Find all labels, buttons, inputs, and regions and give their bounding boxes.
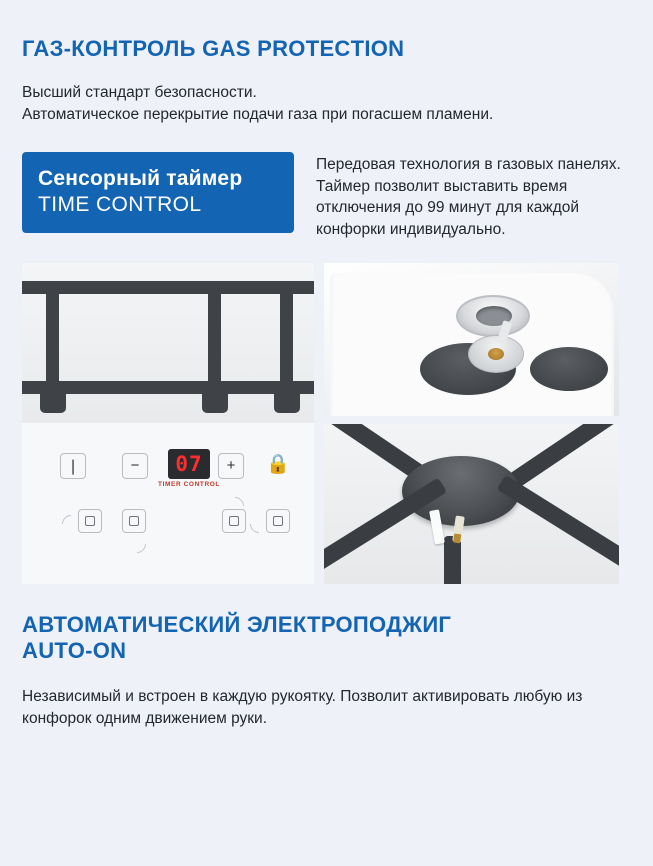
grate-foot-middle — [202, 391, 228, 413]
photo-burner-assembled — [324, 424, 619, 584]
grate-foot-left — [40, 391, 66, 413]
power-button[interactable]: ❘ — [60, 453, 86, 479]
grate-bar-horizontal-top — [22, 281, 314, 294]
burner-cap-right — [530, 347, 608, 391]
gas-control-line-1: Высший стандарт безопасности. — [22, 83, 257, 101]
photo-grid — [22, 263, 631, 584]
burner-parts-image — [324, 263, 619, 416]
burner-base — [468, 335, 524, 373]
lock-icon[interactable]: 🔒 — [266, 453, 290, 475]
timer-description: Передовая технология в газовых панелях. Таймер позволит выставить время отключения до 99 минут для каждой конфорки индивидуально. — [316, 155, 621, 239]
plus-button[interactable]: + — [218, 453, 244, 479]
minus-button[interactable]: − — [122, 453, 148, 479]
burner-select-button-1[interactable] — [78, 509, 102, 533]
timer-badge-line-1: Сенсорный таймер — [38, 166, 243, 190]
timer-section — [22, 152, 631, 241]
ignition-description: Независимый и встроен в каждую рукоятку. Позволит активировать любую из конфорок одним движением руки. — [22, 687, 583, 727]
touch-control-panel — [22, 423, 314, 584]
burner-crown — [456, 295, 530, 337]
grate-bar-vertical-right — [280, 281, 293, 403]
signal-wave-icon-2 — [124, 531, 149, 556]
ignition-title-line-1: АВТОМАТИЧЕСКИЙ ЭЛЕКТРОПОДЖИГ — [22, 611, 452, 637]
burner-assembled-image — [324, 424, 619, 584]
gas-control-line-2: Автоматическое перекрытие подачи газа при погасшем пламени. — [22, 105, 494, 123]
timer-badge-line-2: TIME CONTROL — [38, 192, 202, 216]
grate-arm-top-right — [507, 424, 619, 489]
grate-arm-bottom-left — [324, 477, 447, 571]
burner-select-button-3[interactable] — [222, 509, 246, 533]
grate-arm-bottom-right — [497, 475, 619, 574]
burner-select-button-4[interactable] — [266, 509, 290, 533]
gas-control-title: ГАЗ-КОНТРОЛЬ GAS PROTECTION — [22, 36, 405, 61]
photo-burner-parts — [324, 263, 619, 416]
ignition-title-line-2: AUTO-ON — [22, 637, 127, 663]
cooktop-grates-image — [22, 263, 314, 423]
grate-bar-vertical-middle — [208, 281, 221, 403]
photo-control-panel — [22, 263, 314, 584]
timer-badge — [22, 152, 294, 233]
timer-display: 07 — [168, 449, 210, 479]
timer-display-label: TIMER CONTROL — [158, 480, 220, 488]
grate-bar-vertical-left — [46, 281, 59, 403]
grate-foot-right — [274, 391, 300, 413]
burner-select-button-2[interactable] — [122, 509, 146, 533]
